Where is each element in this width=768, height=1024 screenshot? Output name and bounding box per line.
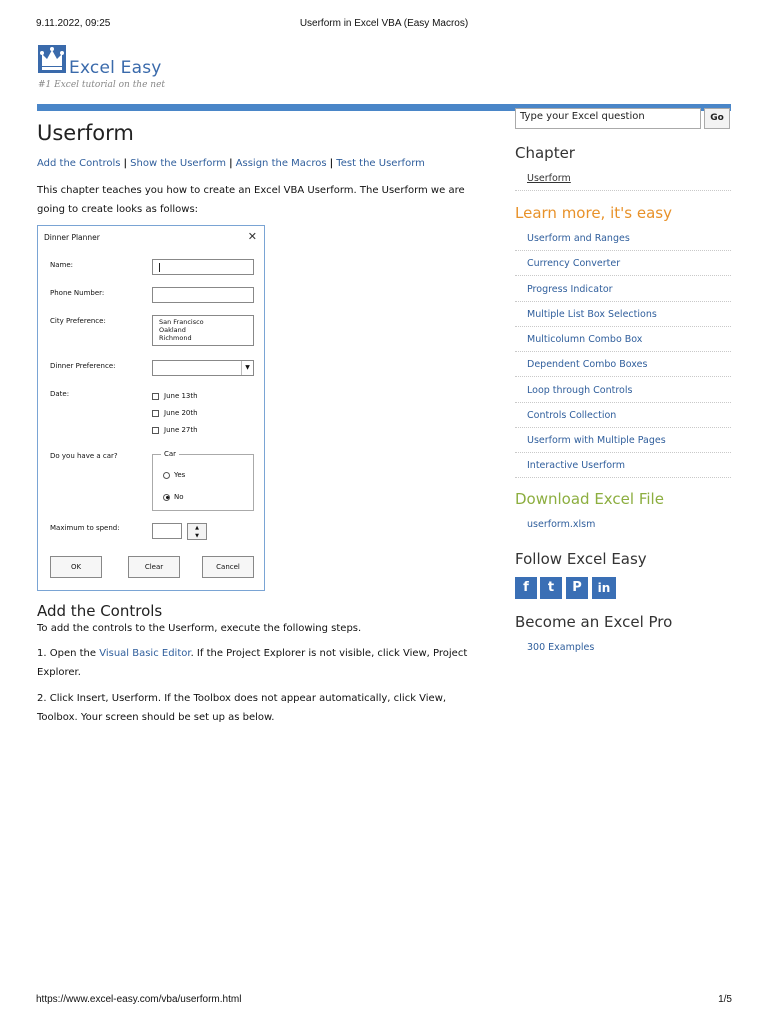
toc-link-show-userform[interactable]: Show the Userform [130, 158, 227, 169]
sidebar-heading-follow: Follow Excel Easy [515, 550, 647, 568]
label-car: Do you have a car? [50, 452, 118, 460]
step-2-paragraph: 2. Click Insert, Userform. If the Toolbox does not appear automatically, click View, Toolbox. Your screen should be set up as below. [37, 693, 447, 723]
sidebar-link-interactive-userform[interactable]: Interactive Userform [515, 453, 731, 478]
sidebar-link-loop-controls[interactable]: Loop through Controls [515, 378, 731, 403]
checkbox-icon [152, 427, 159, 434]
date-option: June 13th [164, 392, 198, 400]
search-input[interactable]: Type your Excel question [515, 108, 701, 129]
date-option: June 27th [164, 426, 198, 434]
toc-link-test-userform[interactable]: Test the Userform [336, 158, 425, 169]
date-checkbox [152, 392, 198, 400]
radio-icon [163, 472, 170, 479]
dinner-combobox [152, 360, 254, 376]
sidebar-heading-download: Download Excel File [515, 490, 664, 508]
label-name: Name: [50, 261, 74, 269]
city-listbox [152, 315, 254, 346]
toc-link-assign-macros[interactable]: Assign the Macros [235, 158, 327, 169]
toc-separator: | [229, 158, 233, 169]
spin-down-icon: ▼ [195, 533, 199, 539]
site-logo[interactable] [37, 44, 237, 94]
toc-separator: | [329, 158, 334, 169]
cancel-button: Cancel [202, 556, 254, 578]
label-phone: Phone Number: [50, 289, 105, 297]
print-url: https://www.excel-easy.com/vba/userform.html [36, 994, 242, 1005]
sidebar-link-multicolumn-combo[interactable]: Multicolumn Combo Box [515, 327, 731, 352]
car-option-yes [163, 471, 185, 479]
city-option: Richmond [159, 334, 192, 342]
dropdown-arrow-icon: ▼ [241, 361, 253, 375]
car-option-no [163, 493, 184, 501]
section-heading-add-controls: Add the Controls [37, 602, 163, 620]
step-1-suffix: . If the Project Explorer is not visible, click View, Project Explorer. [37, 648, 468, 678]
sidebar-link-controls-collection[interactable]: Controls Collection [515, 403, 731, 428]
date-checkbox [152, 409, 198, 417]
sidebar-link-multiple-list-box[interactable]: Multiple List Box Selections [515, 302, 731, 327]
brand-tagline: #1 Excel tutorial on the net [38, 80, 166, 90]
city-option: San Francisco [159, 318, 204, 326]
intro-paragraph: This chapter teaches you how to create an Excel VBA Userform. The Userform we are going to create looks as follows: [37, 185, 465, 215]
crown-icon [37, 44, 67, 74]
date-checkbox [152, 426, 198, 434]
sidebar-link-300-examples[interactable]: 300 Examples [527, 642, 595, 653]
clear-button: Clear [128, 556, 180, 578]
car-frame [152, 450, 254, 511]
sidebar-link-userform-ranges[interactable]: Userform and Ranges [515, 226, 731, 251]
sidebar-link-currency-converter[interactable]: Currency Converter [515, 251, 731, 276]
ok-button: OK [50, 556, 102, 578]
max-textbox [152, 523, 182, 539]
spin-up-icon: ▲ [195, 525, 199, 531]
label-max: Maximum to spend: [50, 524, 120, 532]
toc-link-add-controls[interactable]: Add the Controls [37, 158, 121, 169]
sidebar-link-progress-indicator[interactable]: Progress Indicator [515, 277, 731, 302]
sidebar-link-dependent-combo[interactable]: Dependent Combo Boxes [515, 352, 731, 377]
checkbox-icon [152, 393, 159, 400]
sidebar-link-multiple-pages[interactable]: Userform with Multiple Pages [515, 428, 731, 453]
step-1-prefix: 1. Open the [37, 648, 100, 659]
step-1-paragraph [37, 644, 487, 682]
car-option-label: Yes [174, 471, 186, 479]
print-date: 9.11.2022, 09:25 [36, 18, 111, 29]
checkbox-icon [152, 410, 159, 417]
spin-button [187, 523, 207, 540]
toc-separator: | [123, 158, 128, 169]
visual-basic-editor-link[interactable]: Visual Basic Editor [99, 648, 191, 659]
twitter-icon[interactable]: t [540, 577, 562, 599]
pinterest-icon[interactable]: P [566, 577, 588, 599]
brand-name: Excel Easy [69, 58, 162, 78]
label-date: Date: [50, 390, 70, 398]
car-frame-legend: Car [161, 450, 179, 458]
close-icon: ✕ [247, 230, 257, 243]
text-cursor [159, 263, 160, 272]
city-option: Oakland [159, 326, 186, 334]
sidebar-link-label: Userform [527, 173, 571, 184]
search-go-button[interactable]: Go [704, 108, 730, 129]
label-city: City Preference: [50, 317, 106, 325]
add-controls-intro: To add the controls to the Userform, execute the following steps. [37, 623, 362, 634]
phone-textbox [152, 287, 254, 303]
sidebar-link-userform[interactable] [515, 166, 731, 191]
sidebar-heading-learn: Learn more, it's easy [515, 204, 672, 222]
print-title: Userform in Excel VBA (Easy Macros) [299, 18, 469, 29]
car-option-label: No [174, 493, 184, 501]
print-page-number: 1/5 [718, 994, 732, 1005]
label-dinner: Dinner Preference: [50, 362, 116, 370]
page-title: Userform [37, 121, 134, 145]
toc-links [37, 158, 425, 169]
userform-image [37, 225, 265, 591]
sidebar-heading-pro: Become an Excel Pro [515, 613, 673, 631]
userform-title: Dinner Planner [44, 233, 100, 242]
name-textbox [152, 259, 254, 275]
sidebar-heading-chapter: Chapter [515, 144, 575, 162]
sidebar-link-download-file[interactable]: userform.xlsm [527, 519, 596, 530]
radio-selected-icon [163, 494, 170, 501]
date-option: June 20th [164, 409, 198, 417]
facebook-icon[interactable]: f [515, 577, 537, 599]
linkedin-icon[interactable]: in [592, 577, 616, 599]
